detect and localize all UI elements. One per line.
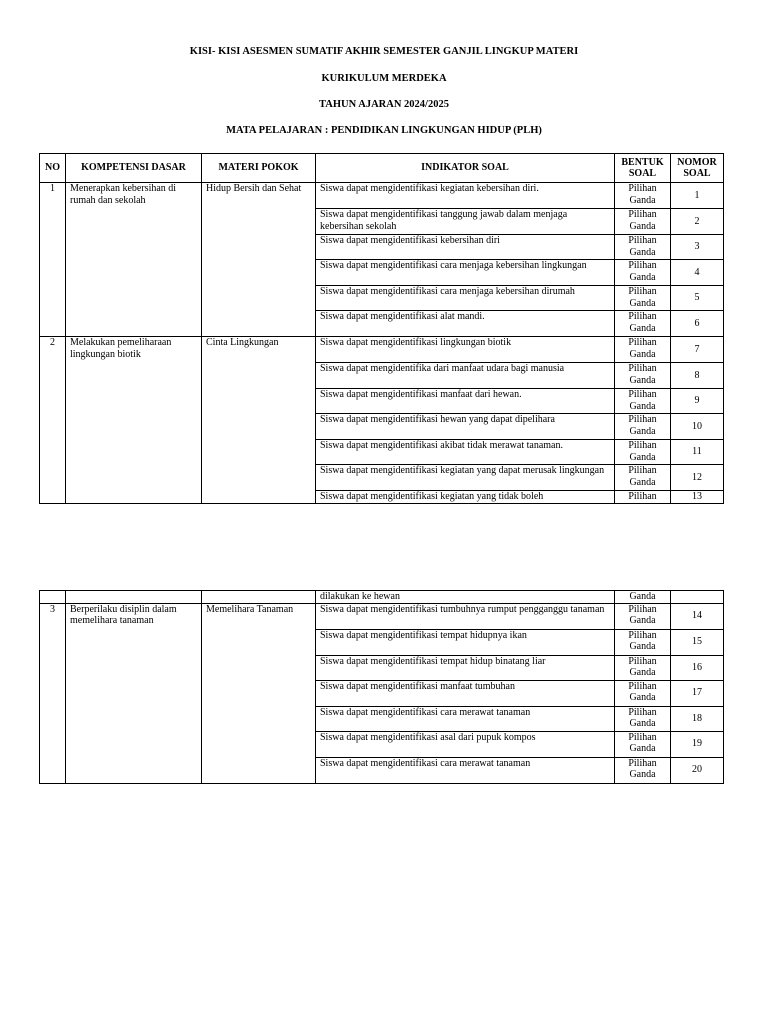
indikator-cell: Siswa dapat mengidentifikasi tanggung jawab dalam menjaga kebersihan sekolah — [316, 209, 615, 235]
nomor-cell: 18 — [671, 706, 724, 731]
bentuk-cell: Pilihan Ganda — [615, 311, 671, 337]
table-cell — [202, 591, 316, 604]
bentuk-cell: Pilihan Ganda — [615, 363, 671, 389]
indikator-cell: Siswa dapat mengidentifikasi manfaat dari hewan. — [316, 389, 615, 414]
table-cell — [40, 591, 66, 604]
column-header-materi-pokok: MATERI POKOK — [202, 154, 316, 183]
kompetensi-dasar-cell: Berperilaku disiplin dalam memelihara tanaman — [66, 603, 202, 783]
bentuk-cell: Pilihan Ganda — [615, 337, 671, 363]
bentuk-cell: Pilihan Ganda — [615, 629, 671, 655]
bentuk-cell: Pilihan Ganda — [615, 603, 671, 629]
table-row — [40, 603, 724, 629]
bentuk-cell: Pilihan Ganda — [615, 731, 671, 757]
bentuk-cell: Pilihan Ganda — [615, 465, 671, 491]
indikator-cell: Siswa dapat mengidentifika dari manfaat udara bagi manusia — [316, 363, 615, 389]
bentuk-cell: Ganda — [615, 591, 671, 604]
indikator-cell: Siswa dapat mengidentifikasi hewan yang dapat dipelihara — [316, 414, 615, 440]
bentuk-cell: Pilihan Ganda — [615, 680, 671, 706]
bentuk-cell: Pilihan Ganda — [615, 183, 671, 209]
bentuk-cell: Pilihan Ganda — [615, 260, 671, 286]
materi-pokok-cell: Memelihara Tanaman — [202, 603, 316, 783]
row-number: 1 — [40, 183, 66, 337]
indikator-cell: Siswa dapat mengidentifikasi akibat tidak merawat tanaman. — [316, 440, 615, 465]
nomor-cell: 11 — [671, 440, 724, 465]
kisi-kisi-table — [39, 153, 724, 504]
curriculum-title: KURIKULUM MERDEKA — [321, 73, 447, 84]
table-body-part1 — [40, 183, 724, 504]
indikator-cell: Siswa dapat mengidentifikasi kebersihan diri — [316, 235, 615, 260]
bentuk-cell: Pilihan Ganda — [615, 286, 671, 311]
column-header-kompetensi-dasar: KOMPETENSI DASAR — [66, 154, 202, 183]
subject-title: MATA PELAJARAN : PENDIDIKAN LINGKUNGAN HIDUP (PLH) — [226, 125, 542, 136]
indikator-cell: Siswa dapat mengidentifikasi tumbuhnya rumput pengganggu tanaman — [316, 603, 615, 629]
nomor-cell: 5 — [671, 286, 724, 311]
indikator-cell: Siswa dapat mengidentifikasi manfaat tumbuhan — [316, 680, 615, 706]
academic-year: TAHUN AJARAN 2024/2025 — [319, 99, 449, 110]
indikator-cell: Siswa dapat mengidentifikasi tempat hidupnya ikan — [316, 629, 615, 655]
nomor-cell: 9 — [671, 389, 724, 414]
table-header-row — [40, 154, 724, 183]
nomor-cell: 1 — [671, 183, 724, 209]
materi-pokok-cell: Hidup Bersih dan Sehat — [202, 183, 316, 337]
bentuk-cell: Pilihan — [615, 491, 671, 504]
column-header-indikator-soal: INDIKATOR SOAL — [316, 154, 615, 183]
nomor-cell: 8 — [671, 363, 724, 389]
bentuk-cell: Pilihan Ganda — [615, 706, 671, 731]
kisi-kisi-table-continued — [39, 590, 724, 784]
nomor-cell: 6 — [671, 311, 724, 337]
nomor-cell: 7 — [671, 337, 724, 363]
nomor-cell: 17 — [671, 680, 724, 706]
kompetensi-dasar-cell: Melakukan pemeliharaan lingkungan biotik — [66, 337, 202, 504]
continuation-row — [40, 591, 724, 604]
indikator-cell: Siswa dapat mengidentifikasi asal dari pupuk kompos — [316, 731, 615, 757]
bentuk-cell: Pilihan Ganda — [615, 235, 671, 260]
table-cell — [66, 591, 202, 604]
nomor-cell: 12 — [671, 465, 724, 491]
column-header-bentuk-soal: BENTUK SOAL — [615, 154, 671, 183]
indikator-cell: Siswa dapat mengidentifikasi kegiatan kebersihan diri. — [316, 183, 615, 209]
nomor-cell: 13 — [671, 491, 724, 504]
nomor-cell: 15 — [671, 629, 724, 655]
indikator-cell: Siswa dapat mengidentifikasi kegiatan yang dapat merusak lingkungan — [316, 465, 615, 491]
materi-pokok-cell: Cinta Lingkungan — [202, 337, 316, 504]
column-header-nomor-soal: NOMOR SOAL — [671, 154, 724, 183]
bentuk-cell: Pilihan Ganda — [615, 655, 671, 680]
indikator-cell: Siswa dapat mengidentifikasi cara menjaga kebersihan dirumah — [316, 286, 615, 311]
document-title: KISI- KISI ASESMEN SUMATIF AKHIR SEMESTER GANJIL LINGKUP MATERI — [189, 46, 579, 57]
indikator-cell: Siswa dapat mengidentifikasi alat mandi. — [316, 311, 615, 337]
column-header-no: NO — [40, 154, 66, 183]
bentuk-cell: Pilihan Ganda — [615, 440, 671, 465]
indikator-cell: dilakukan ke hewan — [316, 591, 615, 604]
bentuk-cell: Pilihan Ganda — [615, 209, 671, 235]
row-number: 3 — [40, 603, 66, 783]
indikator-cell: Siswa dapat mengidentifikasi cara menjaga kebersihan lingkungan — [316, 260, 615, 286]
nomor-cell: 2 — [671, 209, 724, 235]
nomor-cell — [671, 591, 724, 604]
table-body-part2 — [40, 603, 724, 783]
nomor-cell: 10 — [671, 414, 724, 440]
bentuk-cell: Pilihan Ganda — [615, 414, 671, 440]
table-row — [40, 337, 724, 363]
kompetensi-dasar-cell: Menerapkan kebersihan di rumah dan sekolah — [66, 183, 202, 337]
indikator-cell: Siswa dapat mengidentifikasi cara merawat tanaman — [316, 706, 615, 731]
row-number: 2 — [40, 337, 66, 504]
indikator-cell: Siswa dapat mengidentifikasi lingkungan biotik — [316, 337, 615, 363]
indikator-cell: Siswa dapat mengidentifikasi kegiatan yang tidak boleh — [316, 491, 615, 504]
nomor-cell: 3 — [671, 235, 724, 260]
table-row — [40, 183, 724, 209]
nomor-cell: 4 — [671, 260, 724, 286]
nomor-cell: 19 — [671, 731, 724, 757]
bentuk-cell: Pilihan Ganda — [615, 757, 671, 783]
nomor-cell: 14 — [671, 603, 724, 629]
nomor-cell: 16 — [671, 655, 724, 680]
indikator-cell: Siswa dapat mengidentifikasi cara merawat tanaman — [316, 757, 615, 783]
bentuk-cell: Pilihan Ganda — [615, 389, 671, 414]
indikator-cell: Siswa dapat mengidentifikasi tempat hidup binatang liar — [316, 655, 615, 680]
nomor-cell: 20 — [671, 757, 724, 783]
